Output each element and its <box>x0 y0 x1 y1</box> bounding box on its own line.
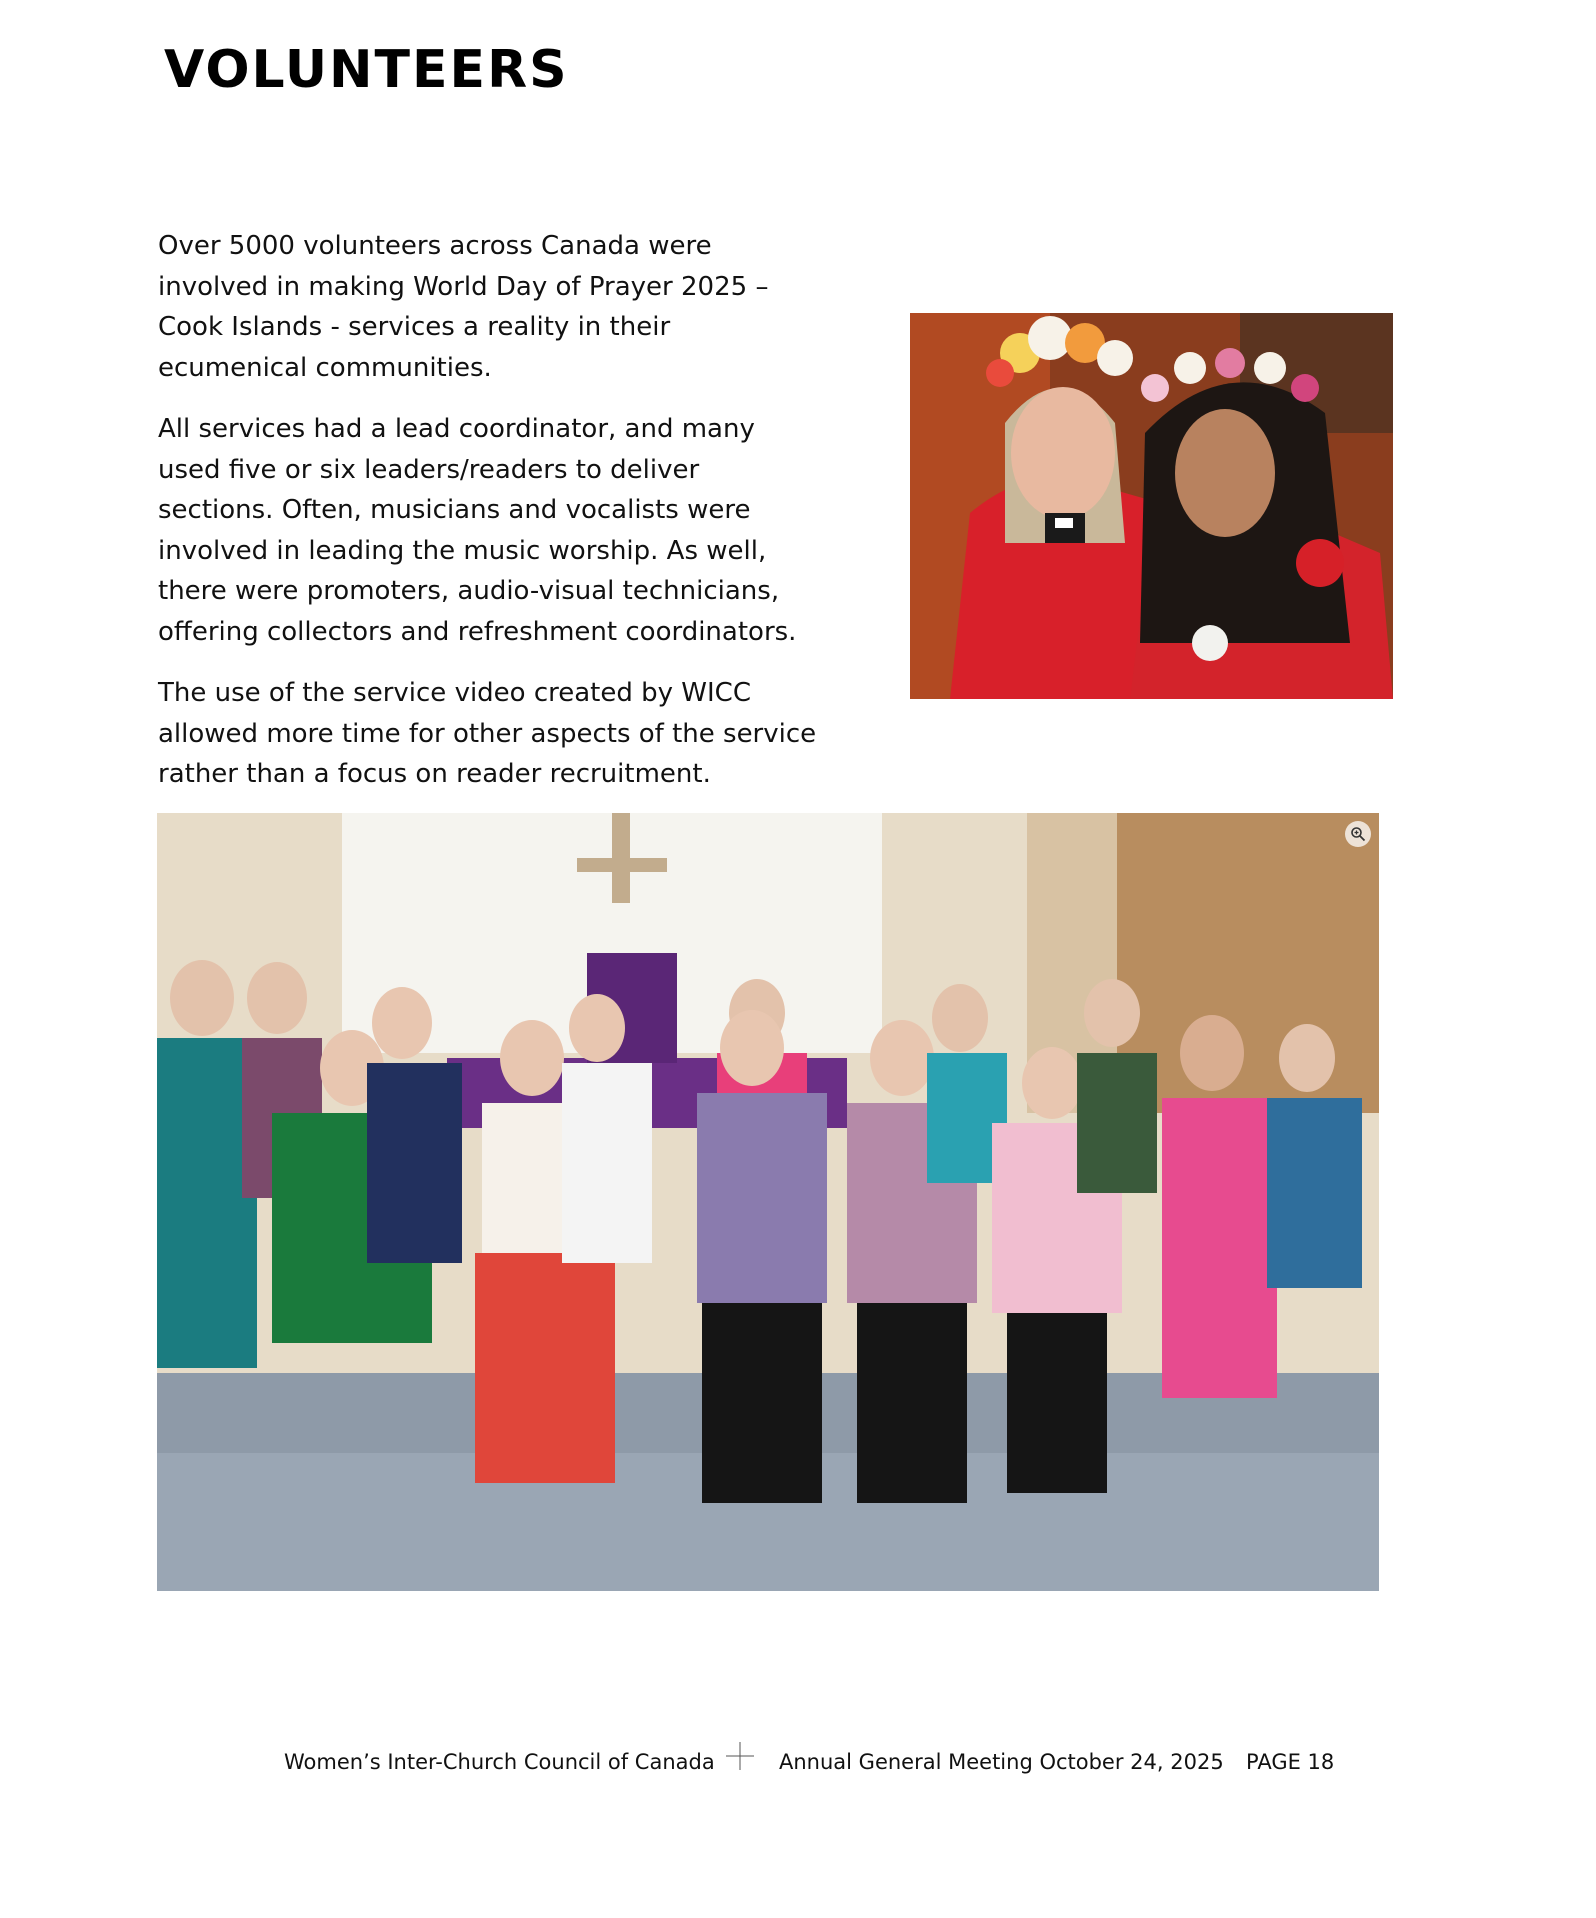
footer-page-number: PAGE 18 <box>1246 1750 1335 1774</box>
group-photo-illustration <box>157 813 1379 1591</box>
paragraph-service-video: The use of the service video created by WICC allowed more time for other aspects of the service rather than a focus on reader recruitment. <box>158 678 817 789</box>
selfie-photo <box>910 313 1393 699</box>
footer-plus-separator-icon <box>724 1740 756 1772</box>
zoom-in-icon-glyph <box>1350 826 1366 842</box>
zoom-in-icon[interactable] <box>1345 821 1371 847</box>
footer-organization: Women’s Inter-Church Council of Canada <box>284 1750 715 1774</box>
group-photo <box>157 813 1379 1591</box>
body-text <box>158 226 818 816</box>
paragraph-volunteers-count: Over 5000 volunteers across Canada were involved in making World Day of Prayer 2025 – Cook Islands - services a reality in their ecumenical communities. <box>158 231 769 383</box>
page-footer <box>0 1740 1596 1788</box>
page-title: VOLUNTEERS <box>164 40 569 100</box>
selfie-photo-illustration <box>910 313 1393 699</box>
paragraph-roles: All services had a lead coordinator, and many used five or six leaders/readers to deliver sections. Often, musicians and vocalists were involved in leading the music worship. As well, there were promoters, audio-visual technicians, offering collectors and refreshment coordinators. <box>158 414 797 647</box>
footer-meeting: Annual General Meeting October 24, 2025 <box>779 1750 1224 1774</box>
